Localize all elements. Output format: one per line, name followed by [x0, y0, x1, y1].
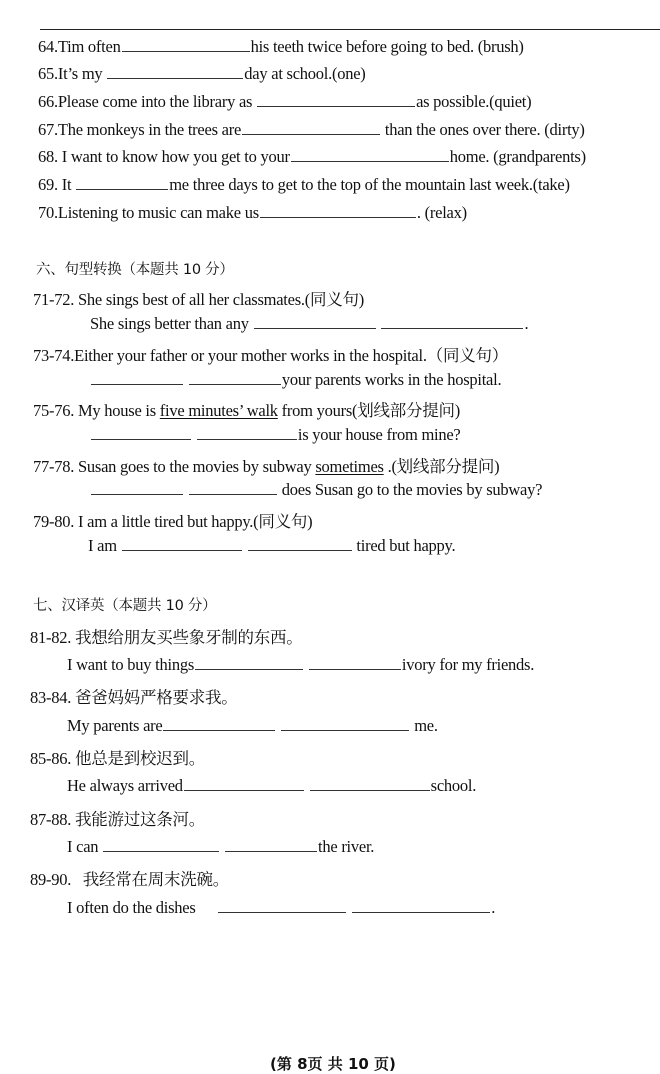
question-89-answer [67, 898, 495, 918]
answer-text: tired but happy. [352, 536, 456, 555]
answer-text: me. [410, 716, 438, 735]
question-71-answer [90, 314, 528, 334]
answer-blank[interactable] [189, 383, 281, 385]
answer-blank[interactable] [310, 789, 430, 791]
question-73-prompt: 73-74.Either your father or your mother works in the hospital.（同义句） [33, 346, 508, 365]
question-87-prompt: 87-88. 我能游过这条河。 [30, 810, 205, 829]
answer-blank[interactable] [163, 729, 275, 731]
answer-text: . [491, 898, 496, 917]
question-83-prompt: 83-84. 爸爸妈妈严格要求我。 [30, 688, 238, 707]
answer-blank[interactable] [195, 668, 303, 670]
question-text: me three days to get to the top of the mountain last week.(take) [169, 175, 570, 194]
question-75-answer [90, 425, 461, 445]
answer-blank[interactable] [197, 438, 297, 440]
question-text: 67.The monkeys in the trees are [38, 120, 242, 139]
question-text: his teeth twice before going to bed. (brush) [250, 37, 524, 56]
question-70 [38, 203, 467, 223]
question-85-answer [67, 776, 476, 796]
question-text: 64.Tim often [38, 37, 121, 56]
question-87-answer [67, 837, 374, 857]
answer-text: He always arrived [67, 776, 183, 795]
question-67 [38, 120, 585, 140]
answer-blank[interactable] [122, 50, 250, 52]
answer-blank[interactable] [91, 383, 183, 385]
question-71-prompt: 71-72. She sings best of all her classmates.(同义句) [33, 290, 364, 309]
answer-text: . [524, 314, 529, 333]
underlined-phrase: sometimes [315, 457, 384, 476]
answer-blank[interactable] [189, 493, 277, 495]
answer-text: is your house from mine? [297, 425, 461, 444]
question-73-answer [90, 370, 501, 390]
answer-text: I often do the dishes [67, 898, 204, 917]
question-89-prompt: 89-90. 我经常在周末洗碗。 [30, 870, 229, 889]
question-75-prompt [33, 397, 460, 421]
answer-blank[interactable] [91, 438, 191, 440]
prompt-text: 75-76. My house is [33, 401, 160, 420]
section-7-heading: 七、汉译英（本题共 10 分） [33, 598, 217, 614]
answer-blank[interactable] [257, 105, 415, 107]
answer-blank[interactable] [91, 493, 183, 495]
answer-blank[interactable] [309, 668, 401, 670]
question-79-answer [88, 536, 455, 556]
question-79-prompt: 79-80. I am a little tired but happy.(同义句) [33, 512, 313, 531]
answer-blank[interactable] [260, 216, 416, 218]
answer-text: ivory for my friends. [401, 655, 535, 674]
question-81-prompt: 81-82. 我想给朋友买些象牙制的东西。 [30, 628, 303, 647]
answer-text: the river. [318, 837, 375, 856]
answer-blank[interactable] [76, 188, 168, 190]
question-text: day at school.(one) [244, 64, 366, 83]
answer-blank[interactable] [254, 327, 376, 329]
answer-text: I am [88, 536, 121, 555]
answer-blank[interactable] [381, 327, 523, 329]
answer-text: I want to buy things [67, 655, 194, 674]
answer-blank[interactable] [291, 160, 449, 162]
question-text: . (relax) [416, 203, 467, 222]
answer-blank[interactable] [248, 549, 352, 551]
question-text: than the ones over there. (dirty) [381, 120, 585, 139]
question-text: as possible.(quiet) [416, 92, 532, 111]
answer-blank[interactable] [242, 133, 380, 135]
answer-text: I can [67, 837, 103, 856]
question-text: 69. It [38, 175, 76, 194]
answer-text: does Susan go to the movies by subway? [277, 480, 543, 499]
prompt-text: .(划线部分提问) [383, 457, 500, 476]
question-text: 68. I want to know how you get to your [38, 147, 290, 166]
question-69 [38, 175, 570, 195]
question-68 [38, 147, 586, 167]
question-65 [38, 64, 366, 84]
question-77-answer [90, 480, 542, 500]
section-6-heading: 六、句型转换（本题共 10 分） [36, 262, 234, 278]
answer-text: your parents works in the hospital. [281, 370, 502, 389]
prompt-text: from yours(划线部分提问) [277, 401, 461, 420]
answer-blank[interactable] [122, 549, 242, 551]
question-85-prompt: 85-86. 他总是到校迟到。 [30, 749, 205, 768]
question-81-answer [67, 655, 534, 675]
answer-text: school. [430, 776, 477, 795]
question-83-answer [67, 716, 438, 736]
answer-blank[interactable] [281, 729, 409, 731]
header-rule [40, 29, 660, 30]
answer-blank[interactable] [225, 850, 317, 852]
answer-blank[interactable] [218, 911, 346, 913]
question-64 [38, 37, 524, 57]
page-number-footer: (第 8页 共 10 页) [270, 1055, 396, 1073]
question-text: 65.It’s my [38, 64, 107, 83]
question-text: home. (grandparents) [449, 147, 586, 166]
answer-blank[interactable] [103, 850, 219, 852]
question-66 [38, 92, 531, 112]
answer-text: My parents are [67, 716, 163, 735]
answer-blank[interactable] [352, 911, 490, 913]
answer-text: She sings better than any [90, 314, 253, 333]
prompt-text: 77-78. Susan goes to the movies by subway [33, 457, 316, 476]
question-text: 66.Please come into the library as [38, 92, 257, 111]
underlined-phrase: five minutes’ walk [159, 401, 278, 420]
answer-blank[interactable] [107, 77, 243, 79]
question-text: 70.Listening to music can make us [38, 203, 259, 222]
answer-blank[interactable] [184, 789, 304, 791]
question-77-prompt [33, 453, 499, 477]
